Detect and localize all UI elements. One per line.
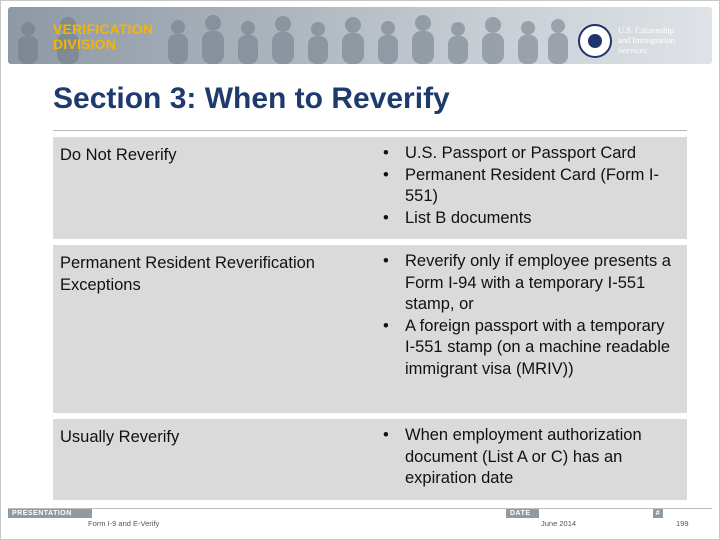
brand-line-2: DIVISION	[53, 36, 117, 52]
table-row	[53, 137, 687, 239]
list-item: • Reverify only if employee presents a Form I-94 with a temporary I-551 stamp, or	[383, 251, 679, 316]
list-item: • When employment authorization document (List A or C) has an expiration date	[383, 425, 679, 490]
agency-line-2: and Immigration	[618, 35, 675, 45]
agency-name	[618, 25, 708, 55]
page-number: 199	[676, 519, 689, 528]
presentation-date: June 2014	[541, 519, 577, 528]
row-details	[371, 239, 687, 413]
agency-line-3: Services	[618, 45, 647, 55]
row-label: Usually Reverify	[53, 413, 371, 500]
list-item: • U.S. Passport or Passport Card	[383, 143, 679, 165]
bullet-list	[383, 425, 679, 490]
brand-line-1: VERIFICATION	[53, 21, 154, 37]
list-item: • List B documents	[383, 208, 679, 230]
title-divider	[53, 130, 687, 131]
row-details	[371, 137, 687, 239]
verification-division-logo	[53, 22, 153, 52]
reverify-table	[53, 137, 687, 500]
bullet-list	[383, 251, 679, 380]
header-banner	[8, 7, 712, 64]
list-item: • A foreign passport with a temporary I-551 stamp (on a machine readable immigrant visa (MRIV))	[383, 316, 679, 381]
row-label: Do Not Reverify	[53, 137, 371, 239]
slide-title: Section 3: When to Reverify	[53, 82, 450, 115]
page-number-tab: #	[653, 509, 663, 518]
dhs-seal-icon	[578, 24, 612, 58]
footer-divider	[8, 508, 712, 509]
table-row	[53, 413, 687, 500]
table-row	[53, 239, 687, 413]
row-details	[371, 413, 687, 500]
presentation-tab: PRESENTATION	[8, 509, 92, 518]
presentation-title: Form I-9 and E-Verify	[88, 519, 160, 528]
bullet-list	[383, 143, 679, 229]
agency-line-1: U.S. Citizenship	[618, 25, 674, 35]
date-tab: DATE	[506, 509, 539, 518]
list-item: • Permanent Resident Card (Form I-551)	[383, 165, 679, 208]
row-label: Permanent Resident Reverification Exceptions	[53, 239, 371, 413]
